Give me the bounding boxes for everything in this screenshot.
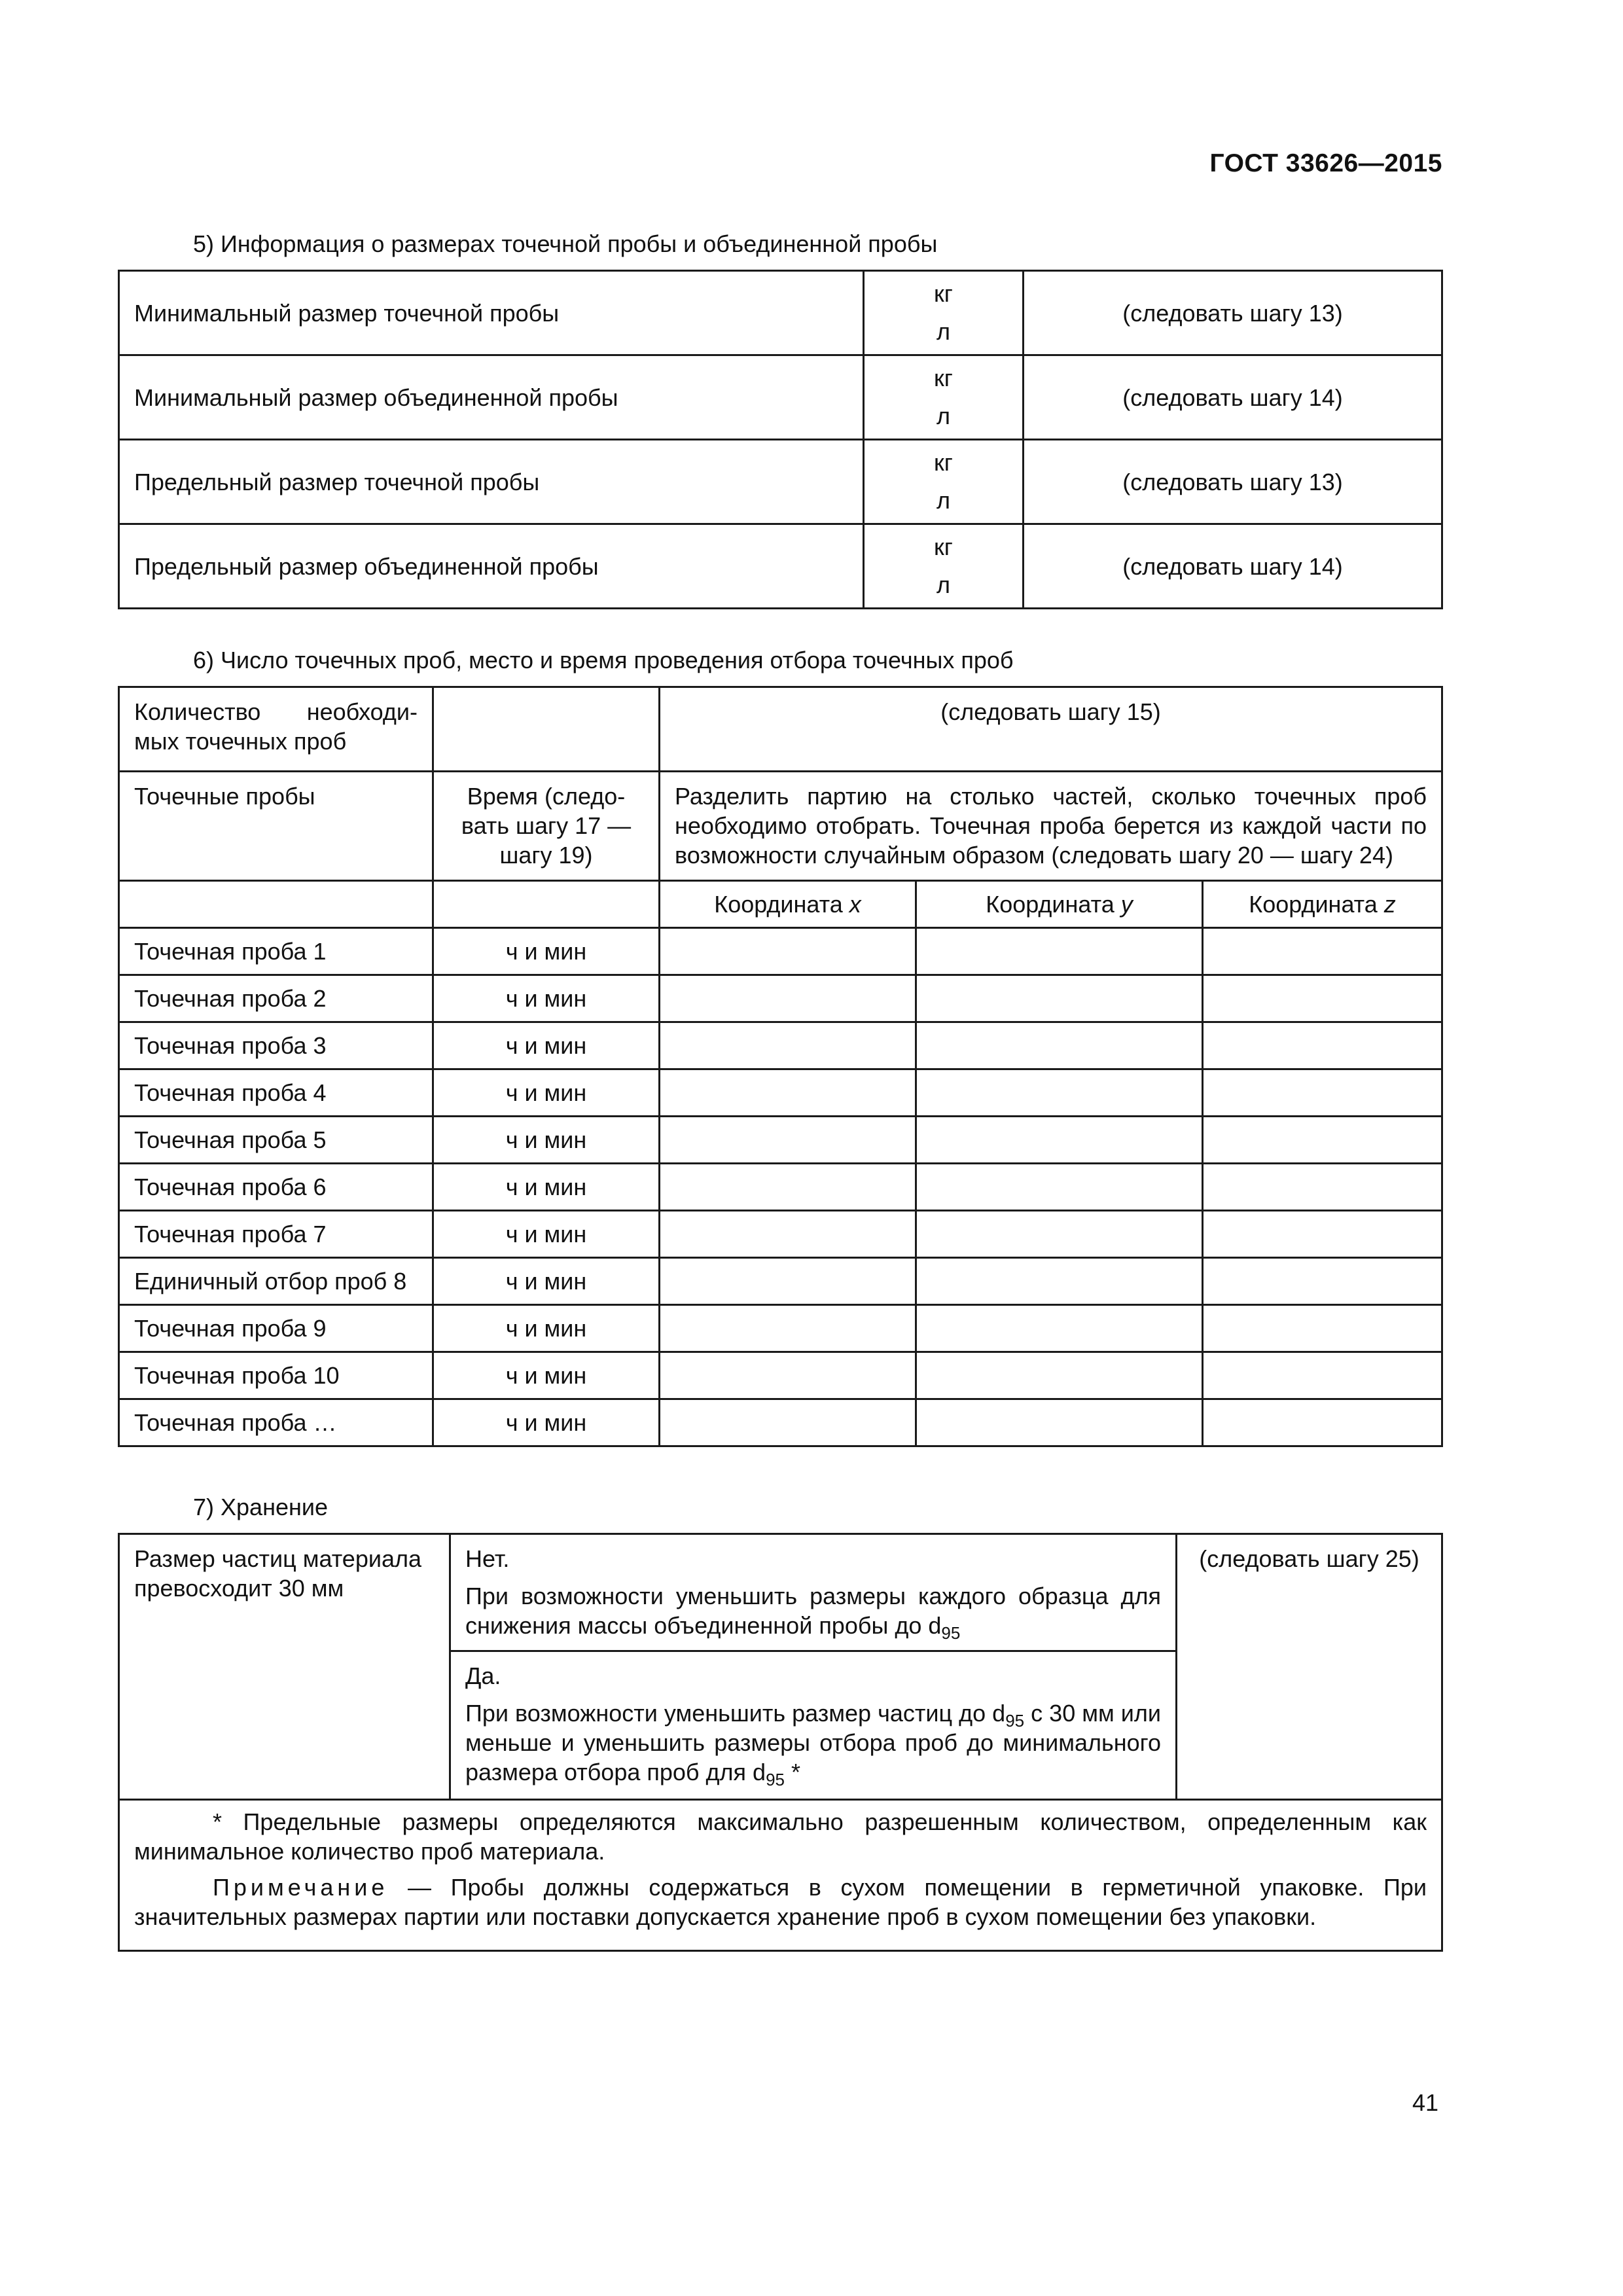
empty-cell: [433, 881, 660, 928]
coordinate-x-cell: [660, 1069, 916, 1117]
coordinate-y-cell: [916, 1305, 1203, 1352]
table-row: [119, 440, 1442, 524]
document-id: ГОСТ 33626—2015: [1209, 149, 1442, 177]
coordinate-x-header: Координата x: [660, 881, 916, 928]
sample-size-label: Минимальный размер объединенной пробы: [119, 355, 864, 440]
sample-label: Точечная проба …: [119, 1399, 433, 1446]
coordinate-x-cell: [660, 1352, 916, 1399]
coordinate-x-cell: [660, 1305, 916, 1352]
sample-time: ч и мин: [433, 1305, 660, 1352]
sample-time: ч и мин: [433, 1352, 660, 1399]
unit-l: л: [936, 487, 950, 514]
table-row: [119, 687, 1442, 772]
coordinate-y-cell: [916, 1022, 1203, 1069]
storage-condition: Размер частиц материала превосходит 30 мм: [119, 1534, 450, 1800]
coordinate-x-cell: [660, 1211, 916, 1258]
units-cell: [864, 524, 1024, 609]
coordinate-z-cell: [1203, 1305, 1442, 1352]
table-row: [119, 928, 1442, 975]
unit-kg: кг: [934, 533, 953, 560]
sample-label: Точечная проба 5: [119, 1117, 433, 1164]
coordinate-y-cell: [916, 1258, 1203, 1305]
sample-label: Единичный отбор проб 8: [119, 1258, 433, 1305]
footnote: * Предельные размеры определяются максимально разрешенным количеством, определенным как минимальное количество проб материала.: [134, 1808, 1427, 1865]
sample-size-label: Минимальный размер точечной пробы: [119, 271, 864, 355]
sample-time: ч и мин: [433, 1069, 660, 1117]
step-reference: (следовать шагу 13): [1024, 271, 1442, 355]
sample-size-table: [118, 270, 1443, 609]
count-label-line-1: Количество необходи-: [134, 698, 418, 725]
coordinate-z-cell: [1203, 1164, 1442, 1211]
sample-time: ч и мин: [433, 1164, 660, 1211]
empty-cell: [119, 881, 433, 928]
coordinate-y-cell: [916, 1069, 1203, 1117]
coordinate-x-cell: [660, 1022, 916, 1069]
table-row: [119, 271, 1442, 355]
table-row: [119, 1800, 1442, 1951]
coordinate-z-cell: [1203, 1258, 1442, 1305]
table-row: [119, 881, 1442, 928]
coordinate-z-cell: [1203, 1022, 1442, 1069]
unit-kg: кг: [934, 280, 953, 307]
coordinate-z-header: Координата z: [1203, 881, 1442, 928]
coordinate-x-cell: [660, 975, 916, 1022]
coordinate-z-cell: [1203, 1069, 1442, 1117]
sample-time: ч и мин: [433, 1211, 660, 1258]
count-action: (следовать шагу 15): [660, 687, 1442, 772]
unit-l: л: [936, 318, 950, 345]
table-row: [119, 355, 1442, 440]
option-no-title: Нет.: [465, 1545, 510, 1572]
unit-kg: кг: [934, 449, 953, 476]
coordinate-y-cell: [916, 1352, 1203, 1399]
coordinate-z-cell: [1203, 1117, 1442, 1164]
coordinate-y-cell: [916, 975, 1203, 1022]
table-row: [119, 1069, 1442, 1117]
time-label: Время (следо-вать шагу 17 — шагу 19): [433, 772, 660, 881]
sample-time: ч и мин: [433, 975, 660, 1022]
unit-l: л: [936, 403, 950, 429]
sample-size-label: Предельный размер объединенной пробы: [119, 524, 864, 609]
sample-size-label: Предельный размер точечной пробы: [119, 440, 864, 524]
sample-time: ч и мин: [433, 1258, 660, 1305]
sample-time: ч и мин: [433, 1022, 660, 1069]
step-reference: (следовать шагу 14): [1024, 524, 1442, 609]
coordinate-y-cell: [916, 1117, 1203, 1164]
unit-l: л: [936, 571, 950, 598]
sample-label: Точечная проба 6: [119, 1164, 433, 1211]
spot-samples-table: [118, 686, 1443, 1447]
table-row: [119, 772, 1442, 881]
divide-instructions: Разделить партию на столько частей, сколько точечных проб необходимо отобрать. Точечная проба берется из каждой части по возможности случайным образом (следовать шагу 20 — шагу 24): [660, 772, 1442, 881]
table-row: [119, 1258, 1442, 1305]
coordinate-z-cell: [1203, 1399, 1442, 1446]
section-6-caption: 6) Число точечных проб, место и время проведения отбора точечных проб: [193, 647, 1014, 673]
sample-time: ч и мин: [433, 1117, 660, 1164]
sample-label: Точечная проба 10: [119, 1352, 433, 1399]
table-row: [119, 1164, 1442, 1211]
count-label-line-2: мых точечных проб: [134, 728, 347, 755]
coordinate-z-cell: [1203, 975, 1442, 1022]
section-5-caption: 5) Информация о размерах точечной пробы и объединенной пробы: [193, 230, 938, 257]
count-label-cell: [119, 687, 433, 772]
coordinate-x-cell: [660, 1399, 916, 1446]
option-yes-text: При возможности уменьшить размер частиц до $d_{95}$ с 30 мм или меньше и уменьшить размеры отбора проб до минимального размера отбора проб для $d_{95}$ *: [465, 1700, 1162, 1789]
coordinate-y-cell: [916, 1164, 1203, 1211]
table-row: [119, 1022, 1442, 1069]
storage-action: (следовать шагу 25): [1177, 1534, 1442, 1800]
sample-label: Точечная проба 9: [119, 1305, 433, 1352]
note: [134, 1873, 1427, 1931]
coordinate-x-cell: [660, 1258, 916, 1305]
sample-label: Точечная проба 7: [119, 1211, 433, 1258]
option-no: [450, 1534, 1177, 1651]
units-cell: [864, 440, 1024, 524]
coordinate-y-header: Координата y: [916, 881, 1203, 928]
table-row: [119, 1305, 1442, 1352]
coordinate-x-cell: [660, 1117, 916, 1164]
sample-label: Точечная проба 2: [119, 975, 433, 1022]
spot-label: Точечные пробы: [119, 772, 433, 881]
table-row: [119, 1399, 1442, 1446]
coordinate-z-cell: [1203, 1352, 1442, 1399]
table-row: [119, 524, 1442, 609]
section-7-caption: 7) Хранение: [193, 1494, 328, 1520]
note-label: Примечание: [213, 1874, 389, 1901]
coordinate-x-cell: [660, 1164, 916, 1211]
coordinate-y-cell: [916, 1399, 1203, 1446]
coordinate-y-cell: [916, 1211, 1203, 1258]
coordinate-z-cell: [1203, 928, 1442, 975]
option-yes: [450, 1651, 1177, 1800]
sample-time: ч и мин: [433, 928, 660, 975]
option-yes-title: Да.: [465, 1662, 501, 1689]
table-row: [119, 1117, 1442, 1164]
sample-label: Точечная проба 3: [119, 1022, 433, 1069]
unit-kg: кг: [934, 365, 953, 391]
units-cell: [864, 355, 1024, 440]
table-row: [119, 1534, 1442, 1651]
coordinate-z-cell: [1203, 1211, 1442, 1258]
step-reference: (следовать шагу 14): [1024, 355, 1442, 440]
sample-time: ч и мин: [433, 1399, 660, 1446]
coordinate-x-cell: [660, 928, 916, 975]
coordinate-y-cell: [916, 928, 1203, 975]
storage-table: [118, 1533, 1443, 1952]
sample-label: Точечная проба 1: [119, 928, 433, 975]
units-cell: [864, 271, 1024, 355]
option-no-text: При возможности уменьшить размеры каждого образца для снижения массы объединенной пробы до $d_{95}$: [465, 1583, 1161, 1643]
count-empty-cell: [433, 687, 660, 772]
storage-notes: [119, 1800, 1442, 1951]
sample-label: Точечная проба 4: [119, 1069, 433, 1117]
note-text: — Пробы должны содержаться в сухом помещении в герметичной упаковке. При значительных размерах партии или поставки допускается хранение проб в сухом помещении без упаковки.: [134, 1874, 1427, 1930]
table-row: [119, 1352, 1442, 1399]
table-row: [119, 975, 1442, 1022]
step-reference: (следовать шагу 13): [1024, 440, 1442, 524]
table-row: [119, 1211, 1442, 1258]
page-number: 41: [1412, 2089, 1438, 2116]
